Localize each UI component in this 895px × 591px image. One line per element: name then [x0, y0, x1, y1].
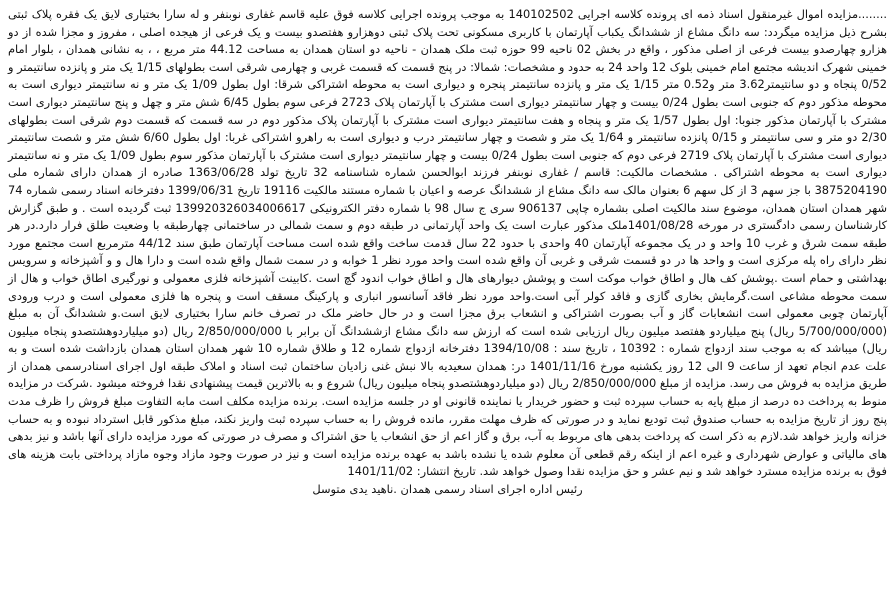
notice-body-text: ........مزایده اموال غیرمنقول اسناد ذمه ای پرونده کلاسه اجرایی 140102502 به موجب پرونده اجرایی کلاسه فوق علیه قاسم غفاری نوبنفر و له سارا بختیاری لایق یک فقره پلاک ثبتی بشرح ذیل مزایده میگردد: سه دانگ مشاع از ششدانگ یکباب آپارتمان با کاربری مسکونی تحت پلاک ثبتی دوهزارو هفتصدو بیست و یک فرعی از هیجده اصلی ، مفروز و مجزا شده از دو هزارو چهارصدو بیست فرعی از اصلی مذکور ، واقع در بخش 02 ناحیه 99 حوزه ثبت ملک همدان - ناحیه دو استان همدان به مساحت 44.12 متر مربع ، ، به نشانی همدان ، بلوار امام خمینی شهرک اندیشه مجتمع امام خمینی بلوک 12 واحد 24 به حدود و مشخصات: شمالا: در پنج قسمت که قسمت غربی و چهارمی شرقی است بطولهای 1/15 یک متر و پانزده سانتیمتر و 0/52 پنجاه و دو سانتیمتر3.62 متر و0.52 متر 1/15 یک متر و پانزده سانتیمتر پنجره و دیواری است به محوطه اشتراکی شرقا: اول بطول 1/09 یک متر و نه سانتیمتر دیواری است به محوطه مذکور دوم که جنوبی است بطول 0/24 بیست و چهار سانتیمتر دیواری است مشترک با آپارتمان پلاک 2723 فرعی سوم بطول 6/45 شش متر و چهل و پنج سانتیمتر دیواری است مشترک با آپارتمان مذکور جنوبا: اول بطول 1/57 یک متر و پنجاه و هفت سانتیمتر دیواری است مشترک با آپارتمان پلاک مذکور دوم در سه قسمت که قسمت دوم شرقی است بطولهای 2/30 دو متر و سی سانتیمتر و 0/15 پانزده سانتیمتر و 1/64 یک متر و شصت و چهار سانتیمتر درب و دیواری است به راهرو اشتراکی غربا: اول بطول 6/60 شش متر و شصت سانتیمتر دیواری است مشترک با آپارتمان پلاک 2719 فرعی دوم که جنوبی است بطول 0/24 بیست و چهار سانتیمتر دیواری است مشترک با آپارتمان مذکور سوم بطول 1/09 یک متر و نه سانتیمتر دیواری است به محوطه اشتراکی . مشخصات مالکیت: قاسم / غفاری نوبنفر فرزند ابوالحسن شماره شناسنامه 32 تاریخ تولد 1363/06/28 صادره از همدان دارای شماره ملی 3875204190 با جز سهم 3 از کل سهم 6 بعنوان مالک سه دانگ مشاع از ششدانگ عرصه و اعیان با شماره مستند مالکیت 19116 تاریخ 1399/06/31 دفترخانه اسناد رسمی شماره 74 شهر همدان استان همدان، موضوع سند مالکیت اصلی بشماره چاپی 906137 سری ج سال 98 با شماره دفتر الکترونیکی 139920326034006617 ثبت گردیده است . و طبق گزارش کارشناسان رسمی دادگستری در مورخه 1401/08/28ملک مذکور عبارت است یک واحد آپارتمانی در طبقه دوم و سمت شمالی در ساختمانی چهارطبقه با وضعیت طلق فرار دارد.در هر طبقه سمت شرق و غرب 10 واحد و در یک مجموعه آپارتمان 40 واحدی با حدود 22 سال قدمت ساخت واقع شده است مساحت آپارتمان طبق سند 44/12 مترمربع است مجتمع مورد نظر دارای راه پله مرکزی است و واحد ها در دو قسمت شرقی و غربی آن واقع شده است واحد مورد نظر 1 خوابه و در سمت شمال واقع شده است و دارا هال و و آشپزخانه و سرویس بهداشتی و حمام است .پوشش کف هال و اطاق خواب موکت است و پوشش دیوارهای هال و اطاق خواب اندود گچ است .کابینت آشپزخانه فلزی معمولی و نورگیری اطاق خواب و هال از سمت محوطه مشاعی است.گرمایش بخاری گازی و فاقد کولر آبی است.واحد مورد نظر فاقد آسانسور انباری و پارکینگ مسقف است و پنجره ها فلزی معمولی است و درب ورودی آپارتمان چوبی معمولی است انشعابات گاز و آب بصورت اشتراکی و انشعاب برق مجزا است و در حال حاضر ملک در تصرف خانم سارا بختیاری لایق است.و ششدانگ آن به مبلغ (5/700/000/000 ریال) پنج میلیاردو هفتصد میلیون ریال ارزیابی شده است که ارزش سه دانگ مشاع ازششدانگ آن برابر با 2/850/000/000 ریال (دو میلیاردوهشتصدو پنجاه میلیون ریال) میباشد که به موجب سند ازدواج شماره : 10392 ، تاریخ سند : 1394/10/08 دفترخانه ازدواج شماره 12 و طلاق شماره 10 شهر همدان استان همدان بازداشت شده است و به علت عدم انجام تعهد از ساعت 9 الی 12 روز یکشنبه مورخ 1401/11/16 در: همدان سعیدیه بالا نبش غنی زادیان ساختمان ثبت اسناد و املاک طبقه اول اجرای اسنادرسمی همدان از طریق مزایده به فروش می رسد. مزایده از مبلغ 2/850/000/000 ریال (دو میلیاردوهشتصدو پنجاه میلیون ریال) شروع و به بالاترین قیمت پیشنهادی نقدا فروخته میشود .شرکت در مزایده منوط به پرداخت ده درصد از مبلغ پایه به حساب سپرده ثبت و حضور خریدار یا نماینده قانونی او در جلسه مزایده است. برنده مزایده مکلف است مابه التفاوت مبلغ فروش را ظرف مدت پنج روز از تاریخ مزایده به حساب صندوق ثبت تودیع نماید و در صورتی که ظرف مهلت مقرر، مانده فروش را به حساب سپرده ثبت واریز نکند، مبلغ مذکور قابل استرداد نبوده و به حساب خزانه واریز خواهد شد.لازم به ذکر است که پرداخت بدهی های مربوط به آب، برق و گاز اعم از حق انشعاب یا حق اشتراک و مصرف در صورتی که مورد مزایده دارای آنها باشد و نیز بدهی های مالیاتی و عوارض شهرداری و غیره اعم از اینکه رقم قطعی آن معلوم شده یا نشده باشد به عهده برنده مزایده است و نیز در صورت وجود مازاد وجوه مازاد پرداختی بابت هزینه های فوق به برنده مزایده مسترد خواهد شد و نیم عشر و حق مزایده نقدا وصول خواهد شد. تاریخ انتشار: 1401/11/02	[8, 7, 888, 479]
notice-signature: رئیس اداره اجرای اسناد رسمی همدان .ناهید یدی متوسل	[312, 482, 583, 497]
